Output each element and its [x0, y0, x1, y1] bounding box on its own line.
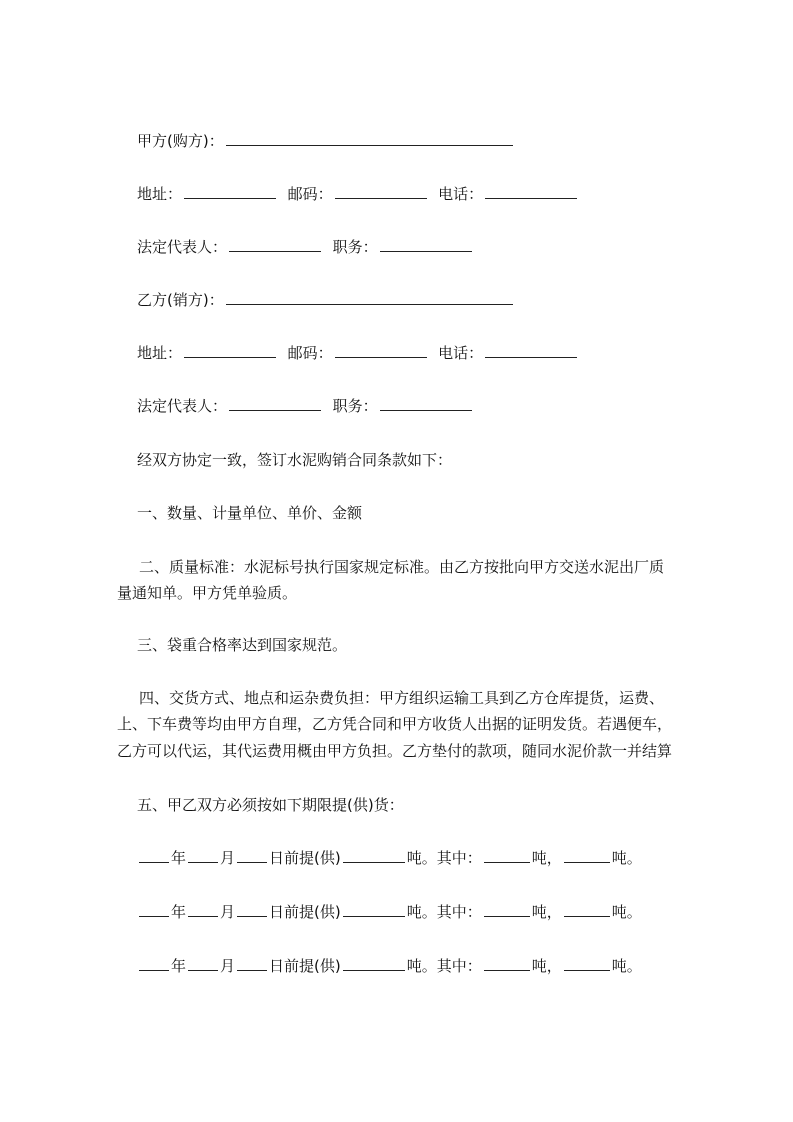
title-blank[interactable]	[380, 237, 472, 252]
clause-2-cont: 量通知单。甲方凭单验质。	[117, 584, 298, 602]
label: 法定代表人：	[137, 238, 228, 256]
schedule-row	[137, 848, 642, 868]
label: 邮码：	[287, 185, 333, 203]
party-a-blank[interactable]	[226, 131, 513, 146]
tons-blank[interactable]	[343, 956, 405, 971]
label: 吨。	[611, 849, 642, 867]
label: 吨。其中：	[406, 957, 482, 975]
label: 吨。其中：	[406, 903, 482, 921]
party-a-rep-line	[137, 237, 474, 257]
address-blank[interactable]	[184, 184, 276, 199]
phone-blank[interactable]	[485, 343, 577, 358]
clause-5: 五、甲乙双方必须按如下期限提(供)货：	[137, 796, 404, 814]
tons-blank[interactable]	[564, 848, 610, 863]
party-a-line	[137, 131, 515, 151]
label: 吨。	[611, 957, 642, 975]
clause-4-cont: 上、下车费等均由甲方自理，乙方凭合同和甲方收货人出据的证明发货。若遇便车，	[117, 715, 673, 733]
clause-4-cont: 乙方可以代运，其代运费用概由甲方负担。乙方垫付的款项，随同水泥价款一并结算	[117, 742, 673, 760]
tons-blank[interactable]	[484, 902, 530, 917]
label: 年	[171, 957, 187, 975]
schedule-row	[137, 956, 642, 976]
tons-blank[interactable]	[564, 902, 610, 917]
label: 吨。其中：	[406, 849, 482, 867]
day-blank[interactable]	[237, 848, 267, 863]
party-b-contact-line	[137, 343, 579, 363]
label: 年	[171, 849, 187, 867]
schedule-row	[137, 902, 642, 922]
tons-blank[interactable]	[343, 848, 405, 863]
label: 邮码：	[287, 344, 333, 362]
day-blank[interactable]	[237, 956, 267, 971]
party-b-blank[interactable]	[226, 290, 513, 305]
party-b-rep-line	[137, 396, 474, 416]
label: 电话：	[438, 185, 484, 203]
year-blank[interactable]	[139, 902, 169, 917]
rep-blank[interactable]	[229, 396, 321, 411]
month-blank[interactable]	[188, 956, 218, 971]
postcode-blank[interactable]	[335, 343, 427, 358]
tons-blank[interactable]	[484, 956, 530, 971]
clause-2: 二、质量标准：水泥标号执行国家规定标准。由乙方按批向甲方交送水泥出厂质	[139, 558, 665, 576]
label: 吨，	[531, 957, 562, 975]
day-blank[interactable]	[237, 902, 267, 917]
clause-4: 四、交货方式、地点和运杂费负担：甲方组织运输工具到乙方仓库提货，运费、	[139, 689, 665, 707]
label: 日前提(供)	[269, 903, 341, 921]
tons-blank[interactable]	[484, 848, 530, 863]
clause-3: 三、袋重合格率达到国家规范。	[137, 636, 348, 654]
tons-blank[interactable]	[564, 956, 610, 971]
label: 乙方(销方)：	[137, 291, 224, 309]
party-a-contact-line	[137, 184, 579, 204]
party-b-line	[137, 290, 515, 310]
label: 月	[220, 957, 236, 975]
label: 吨，	[531, 849, 562, 867]
label: 吨。	[611, 903, 642, 921]
label: 日前提(供)	[269, 957, 341, 975]
label: 职务：	[332, 397, 378, 415]
month-blank[interactable]	[188, 848, 218, 863]
intro: 经双方协定一致，签订水泥购销合同条款如下：	[137, 451, 453, 469]
rep-blank[interactable]	[229, 237, 321, 252]
label: 法定代表人：	[137, 397, 228, 415]
postcode-blank[interactable]	[335, 184, 427, 199]
label: 吨，	[531, 903, 562, 921]
label: 甲方(购方)：	[137, 132, 224, 150]
year-blank[interactable]	[139, 956, 169, 971]
title-blank[interactable]	[380, 396, 472, 411]
tons-blank[interactable]	[343, 902, 405, 917]
label: 地址：	[137, 185, 183, 203]
label: 职务：	[332, 238, 378, 256]
label: 月	[220, 903, 236, 921]
year-blank[interactable]	[139, 848, 169, 863]
phone-blank[interactable]	[485, 184, 577, 199]
label: 地址：	[137, 344, 183, 362]
clause-1: 一、数量、计量单位、单价、金额	[137, 504, 363, 522]
address-blank[interactable]	[184, 343, 276, 358]
label: 日前提(供)	[269, 849, 341, 867]
label: 年	[171, 903, 187, 921]
month-blank[interactable]	[188, 902, 218, 917]
label: 电话：	[438, 344, 484, 362]
label: 月	[220, 849, 236, 867]
